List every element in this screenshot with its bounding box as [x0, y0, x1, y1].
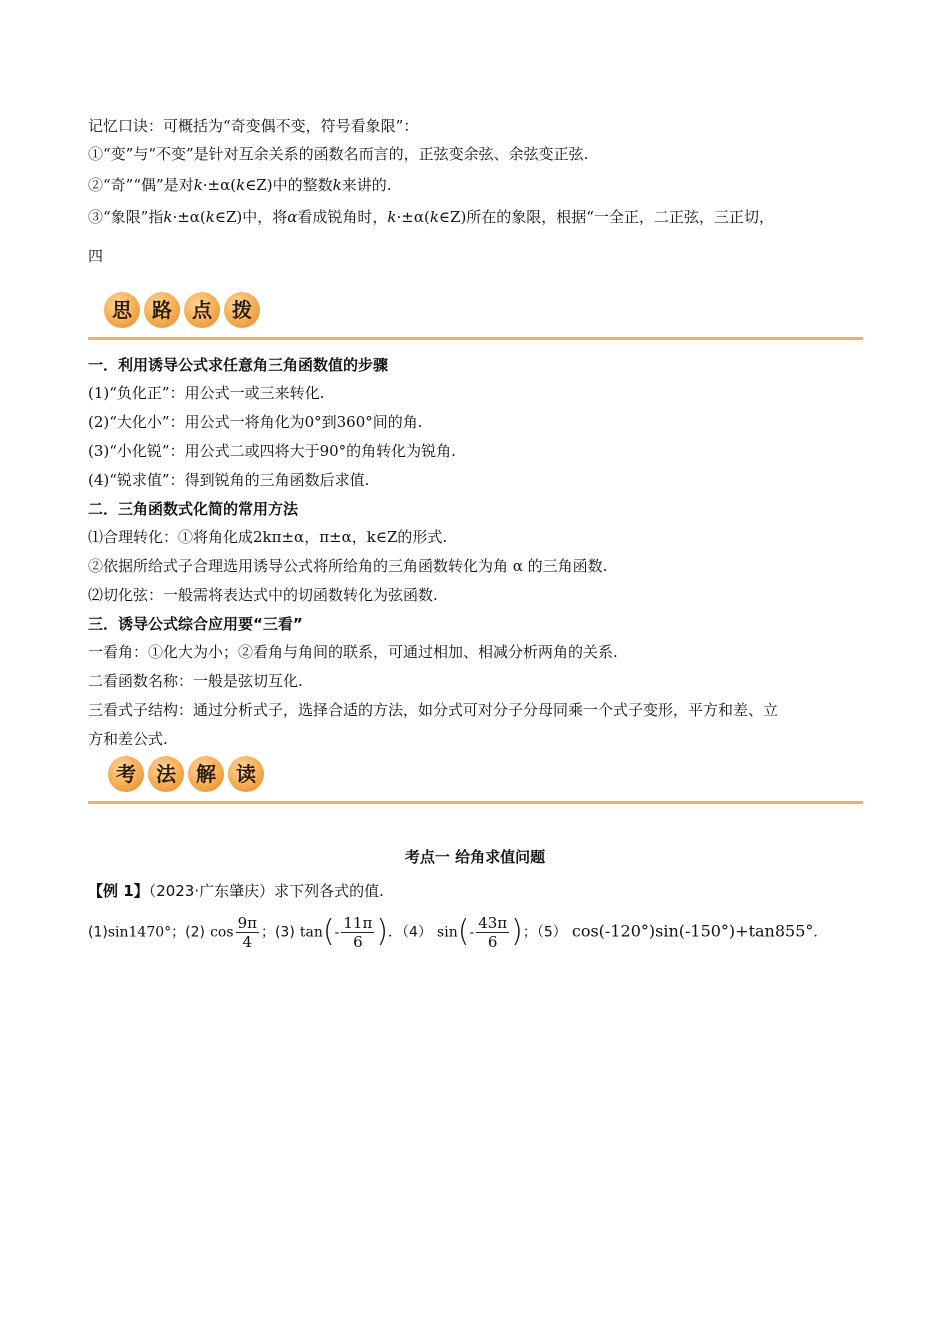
var-k: k	[236, 176, 246, 194]
memory-line-2: ①“变”与“不变”是针对互余关系的函数名而言的，正弦变余弦、余弦变正弦.	[88, 145, 589, 163]
text: 来讲的.	[341, 176, 392, 194]
func-name: cos	[210, 924, 234, 941]
fraction-4	[476, 914, 509, 951]
banner-rule	[88, 801, 863, 804]
minus-sign: -	[334, 924, 340, 941]
section-title: 考点一 给角求值问题	[404, 848, 546, 866]
func-name: sin	[437, 924, 458, 941]
text: ②“奇”“偶”是对	[88, 176, 194, 194]
banner-char: 点	[184, 292, 220, 328]
var-k: k	[163, 208, 173, 226]
tips-method-1: ⑴合理转化：①将角化成2kπ±α，π±α，k∈Z的形式.	[88, 528, 448, 546]
var-k: k	[332, 176, 342, 194]
memory-line-4	[88, 207, 774, 227]
tips-look-1: 一看角：①化大为小；②看角与角间的联系，可通过相加、相减分析两角的关系.	[88, 643, 618, 661]
fraction-2	[236, 914, 259, 951]
right-paren: )	[376, 914, 389, 949]
section-banner-tips	[88, 292, 863, 340]
text: ·±α(	[202, 176, 237, 194]
var-k: k	[193, 176, 203, 194]
tips-heading-2: 二．三角函数式化简的常用方法	[88, 500, 299, 518]
banner-char: 法	[148, 756, 184, 792]
text: ·±α(	[172, 208, 206, 226]
denominator: 6	[487, 932, 498, 951]
banner-char: 拨	[224, 292, 260, 328]
text: ∈Z)所在的象限，根据“一全正，二正弦，三正切，	[438, 208, 774, 226]
fraction-3	[341, 914, 374, 951]
tips-method-3: ⑵切化弦：一般需将表达式中的切函数转化为弦函数.	[88, 586, 438, 604]
minus-sign: -	[469, 924, 475, 941]
text: ·±α(	[396, 208, 430, 226]
numerator: 11π	[343, 913, 373, 932]
separator: ；(3)	[260, 924, 295, 941]
banner-char: 读	[228, 756, 264, 792]
banner-char: 思	[104, 292, 140, 328]
separator: ．（4）	[388, 924, 432, 941]
tips-step-2: (2)“大化小”：用公式一将角化为0°到360°间的角.	[88, 413, 423, 431]
var-alpha: α	[287, 208, 298, 226]
item-number: (1)	[88, 924, 108, 941]
tips-step-1: (1)“负化正”：用公式一或三来转化.	[88, 384, 325, 402]
text: ∈Z)中的整数	[245, 176, 333, 194]
func-name: tan	[299, 924, 323, 941]
denominator: 6	[353, 932, 363, 951]
var-k: k	[205, 208, 215, 226]
tips-step-4: (4)“锐求值”：得到锐角的三角函数后求值.	[88, 471, 370, 489]
tips-heading-3: 三．诱导公式综合应用要“三看”	[88, 615, 303, 633]
tips-method-2: ②依据所给式子合理选用诱导公式将所给角的三角函数转化为角 α 的三角函数.	[88, 557, 608, 575]
banner-rule	[88, 337, 863, 340]
separator: ；（5）	[522, 924, 567, 941]
left-paren: (	[457, 914, 470, 949]
tips-step-3: (3)“小化锐”：用公式二或四将大于90°的角转化为锐角.	[88, 442, 456, 460]
banner-char: 解	[188, 756, 224, 792]
example-source: （2023·广东肇庆）求下列各式的值.	[148, 882, 384, 900]
tips-look-4: 方和差公式.	[88, 730, 168, 748]
period: .	[813, 924, 818, 941]
text: 看成锐角时，	[297, 208, 388, 226]
text: ③“象限”指	[88, 208, 164, 226]
text: ∈Z)中，将	[214, 208, 288, 226]
memory-line-5: 四	[88, 247, 104, 265]
separator: ；(2)	[171, 924, 205, 941]
tips-heading-1: 一．利用诱导公式求任意角三角函数值的步骤	[88, 356, 389, 374]
tips-look-2: 二看函数名称：一般是弦切互化.	[88, 672, 303, 690]
numerator: 9π	[237, 913, 257, 932]
formula-5: cos(-120°)sin(-150°)+tan855°	[571, 921, 814, 941]
right-paren: )	[511, 914, 523, 949]
example-formulas	[88, 912, 868, 972]
var-k: k	[429, 208, 439, 226]
banner-char: 路	[144, 292, 180, 328]
section-banner-methods	[88, 756, 863, 804]
var-k: k	[387, 208, 397, 226]
denominator: 4	[242, 932, 253, 951]
tips-look-3: 三看式子结构：通过分析式子，选择合适的方法，如分式可对分子分母同乘一个式子变形，平方和差、立	[88, 701, 779, 719]
numerator: 43π	[478, 913, 508, 932]
banner-char: 考	[108, 756, 144, 792]
left-paren: (	[322, 914, 335, 949]
example-label: 【例 1】	[88, 882, 149, 900]
memory-line-3	[88, 175, 391, 195]
example-header	[88, 881, 384, 901]
formula-1: sin1470°	[107, 924, 172, 941]
memory-line-1: 记忆口诀：可概括为“奇变偶不变，符号看象限”：	[88, 117, 419, 135]
